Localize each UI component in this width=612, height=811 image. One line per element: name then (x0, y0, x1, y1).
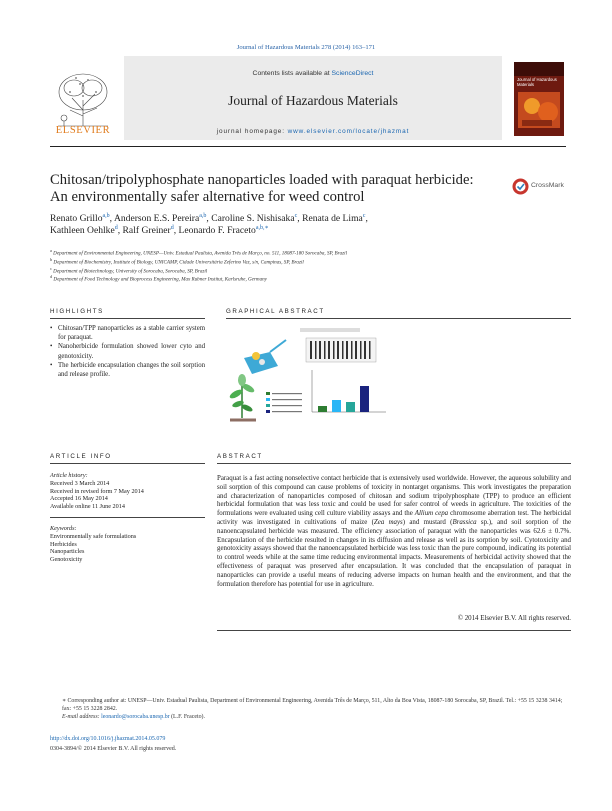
highlight-item: • Chitosan/TPP nanoparticles as a stable carrier system for paraquat. (50, 324, 205, 342)
email-link[interactable]: leonardo@sorocaba.unesp.br (101, 714, 170, 721)
elsevier-wordmark: ELSEVIER (55, 125, 111, 136)
abstract-text: Paraquat is a fast acting nonselective contact herbicide that is extensively used worldwide. However, the aqueous solubility and soil sorption of this compound can cause problems of toxicity in nontarget organisms. This work investigates the preparation and characterization of nanoparticles composed of chitosan and sodium tripolyphosphate (TPP) to produce an efficient herbicidal formulation that was less toxic and could be used for safer control of weeds in agriculture. The toxicities of the formulations were evaluated using cell culture viability assays and the Allium cepa chromosome aberration test. The herbicidal activity was investigated in cultivations of maize (Zea mays) and mustard (Brassica sp.), and soil sorption of the nanoencapsulated herbicide was measured. The efficiency association of paraquat with the nanoparticles was 62.6 ± 0.7%. Encapsulation of the herbicide resulted in changes in its diffusion and release as well as its sorption by soil. Cytotoxicity and genotoxicity assays showed that the nanoencapsulated herbicide was less toxic than the pure compound, indicating its potential to control weeds while at the same time reducing environmental impacts. Measurements of herbicidal activity showed that the effectiveness of paraquat was preserved after encapsulation. It was concluded that the encapsulation of paraquat in nanoparticles can provide a useful means of reducing adverse impacts on human health and the environment, and that the formulation therefore has potential for use in agriculture. (217, 475, 572, 588)
chart-bar (318, 406, 327, 412)
keyword: Environmentally safe formulations (50, 532, 137, 540)
toxicity-bar-chart (312, 370, 386, 412)
journal-cover-art (514, 62, 564, 136)
doi-link[interactable]: http://dx.doi.org/10.1016/j.jhazmat.2014.05.079 (50, 736, 166, 742)
chromosome-image-strip (300, 328, 376, 362)
section-rule (226, 318, 571, 319)
section-rule (50, 517, 205, 518)
journal-title: Journal of Hazardous Materials (228, 93, 398, 108)
section-rule (217, 463, 571, 464)
affiliation: $^b$ Department of Biochemistry, Institute of Biology, UNICAMP, Cidade Universitária Zeferino Vaz, s/n, Campinas, SP, Brazil (50, 257, 304, 266)
keyword-list (50, 525, 195, 564)
author[interactable]: Ralf Greiner$^d$ (122, 225, 174, 237)
keyword: Herbicides (50, 540, 77, 548)
figure-legend (266, 392, 302, 413)
affiliation: $^a$ Department of Environmental Engineering, UNESP—Univ. Estadual Paulista, Avenida Três de Março, no. 511, 18087-180 Sorocaba, SP, Brazil (50, 248, 347, 257)
keyword: Genotoxicity (50, 556, 83, 564)
keywords-label: Keywords: (50, 525, 77, 532)
affiliation: $^d$ Department of Food Technology and Bioprocess Engineering, Max Rubner Institut, Karlsruhe, Germany (50, 274, 267, 283)
affiliation: $^c$ Department of Biotechnology, University of Sorocaba, Sorocaba, SP, Brazil (50, 266, 208, 275)
highlight-item: • Nanoherbicide formulation showed lower cyto and genotoxicity. (50, 342, 205, 360)
journal-cover-thumbnail[interactable] (514, 62, 564, 136)
author-list: Renato Grillo$^{a,b}$, Anderson E.S. Pereira$^{a,b}$, Caroline S. Nishisaka$^c$, Renata de Lima$^c$, Kathleen Oehlke$^d$, Ralf Greiner$^d$, Leonardo F. Fraceto$^{a,b,∗}$ (50, 213, 368, 237)
plant-icon (228, 374, 256, 420)
section-rule (50, 318, 205, 319)
chart-bar (360, 386, 369, 412)
homepage-link[interactable]: www.elsevier.com/locate/jhazmat (287, 128, 410, 135)
abstract-heading: ABSTRACT (217, 453, 263, 460)
section-rule (50, 463, 205, 464)
copyright-notice: © 2014 Elsevier B.V. All rights reserved. (457, 615, 571, 622)
author[interactable]: Renata de Lima$^c$ (302, 213, 366, 225)
crossmark-label: CrossMark (531, 182, 564, 189)
graphical-abstract-figure[interactable] (226, 322, 426, 430)
watering-can-icon (244, 340, 286, 374)
journal-citation[interactable]: Journal of Hazardous Materials 278 (2014) 163–171 (236, 44, 376, 51)
crossmark-badge[interactable] (512, 178, 572, 196)
journal-homepage: journal homepage: www.elsevier.com/locate/jhazmat (216, 128, 410, 135)
corresponding-author: ∗ Corresponding author at: UNESP—Univ. Estadual Paulista, Department of Environmental Engineering, Avenida Três de Março, 511, Alto da Boa Vista, 18087-180 Sorocaba, SP, Brazil. Tel.: +55 15 3238 3414; fax: +55 15 3228 2842. (62, 698, 563, 713)
issn-line: 0304-3894/© 2014 Elsevier B.V. All rights reserved. (50, 746, 177, 752)
chart-bar (346, 402, 355, 412)
chart-bar (332, 400, 341, 412)
highlights-list (50, 324, 205, 379)
email-line: E-mail address: leonardo@sorocaba.unesp.br (L.F. Fraceto). (62, 714, 205, 721)
history-item: Available online 11 June 2014 (50, 503, 125, 511)
article-info-heading: ARTICLE INFO (50, 453, 112, 460)
graphical-abstract-heading: GRAPHICAL ABSTRACT (226, 308, 325, 315)
article-history (50, 472, 195, 511)
article-title: Chitosan/tripolyphosphate nanoparticles loaded with paraquat herbicide: An environmentally safer alternative for weed control (50, 172, 474, 205)
history-item: Received 3 March 2014 (50, 479, 110, 487)
author[interactable]: Kathleen Oehlke$^d$ (50, 225, 118, 237)
crossmark-icon (512, 178, 529, 195)
history-item: Accepted 16 May 2014 (50, 495, 108, 503)
cover-title: Journal of Hazardous Materials (517, 77, 557, 87)
highlights-heading: HIGHLIGHTS (50, 308, 104, 315)
author[interactable]: Anderson E.S. Pereira$^{a,b}$ (113, 213, 207, 225)
author[interactable]: Caroline S. Nishisaka$^c$ (211, 213, 298, 225)
history-item: Received in revised form 7 May 2014 (50, 487, 144, 495)
author[interactable]: Leonardo F. Fraceto$^{a,b,∗}$ (178, 225, 269, 237)
section-rule (217, 630, 571, 631)
author[interactable]: Renato Grillo$^{a,b}$ (50, 213, 110, 225)
header-rule (50, 146, 566, 147)
keyword: Nanoparticles (50, 548, 85, 556)
contents-available: Contents lists available at ScienceDirect (252, 70, 374, 77)
corresponding-author-footnote (50, 697, 570, 722)
highlight-item: • The herbicide encapsulation changes the soil sorption and release profile. (50, 361, 205, 379)
sciencedirect-link[interactable]: ScienceDirect (331, 70, 374, 77)
history-label: Article history: (50, 472, 88, 479)
